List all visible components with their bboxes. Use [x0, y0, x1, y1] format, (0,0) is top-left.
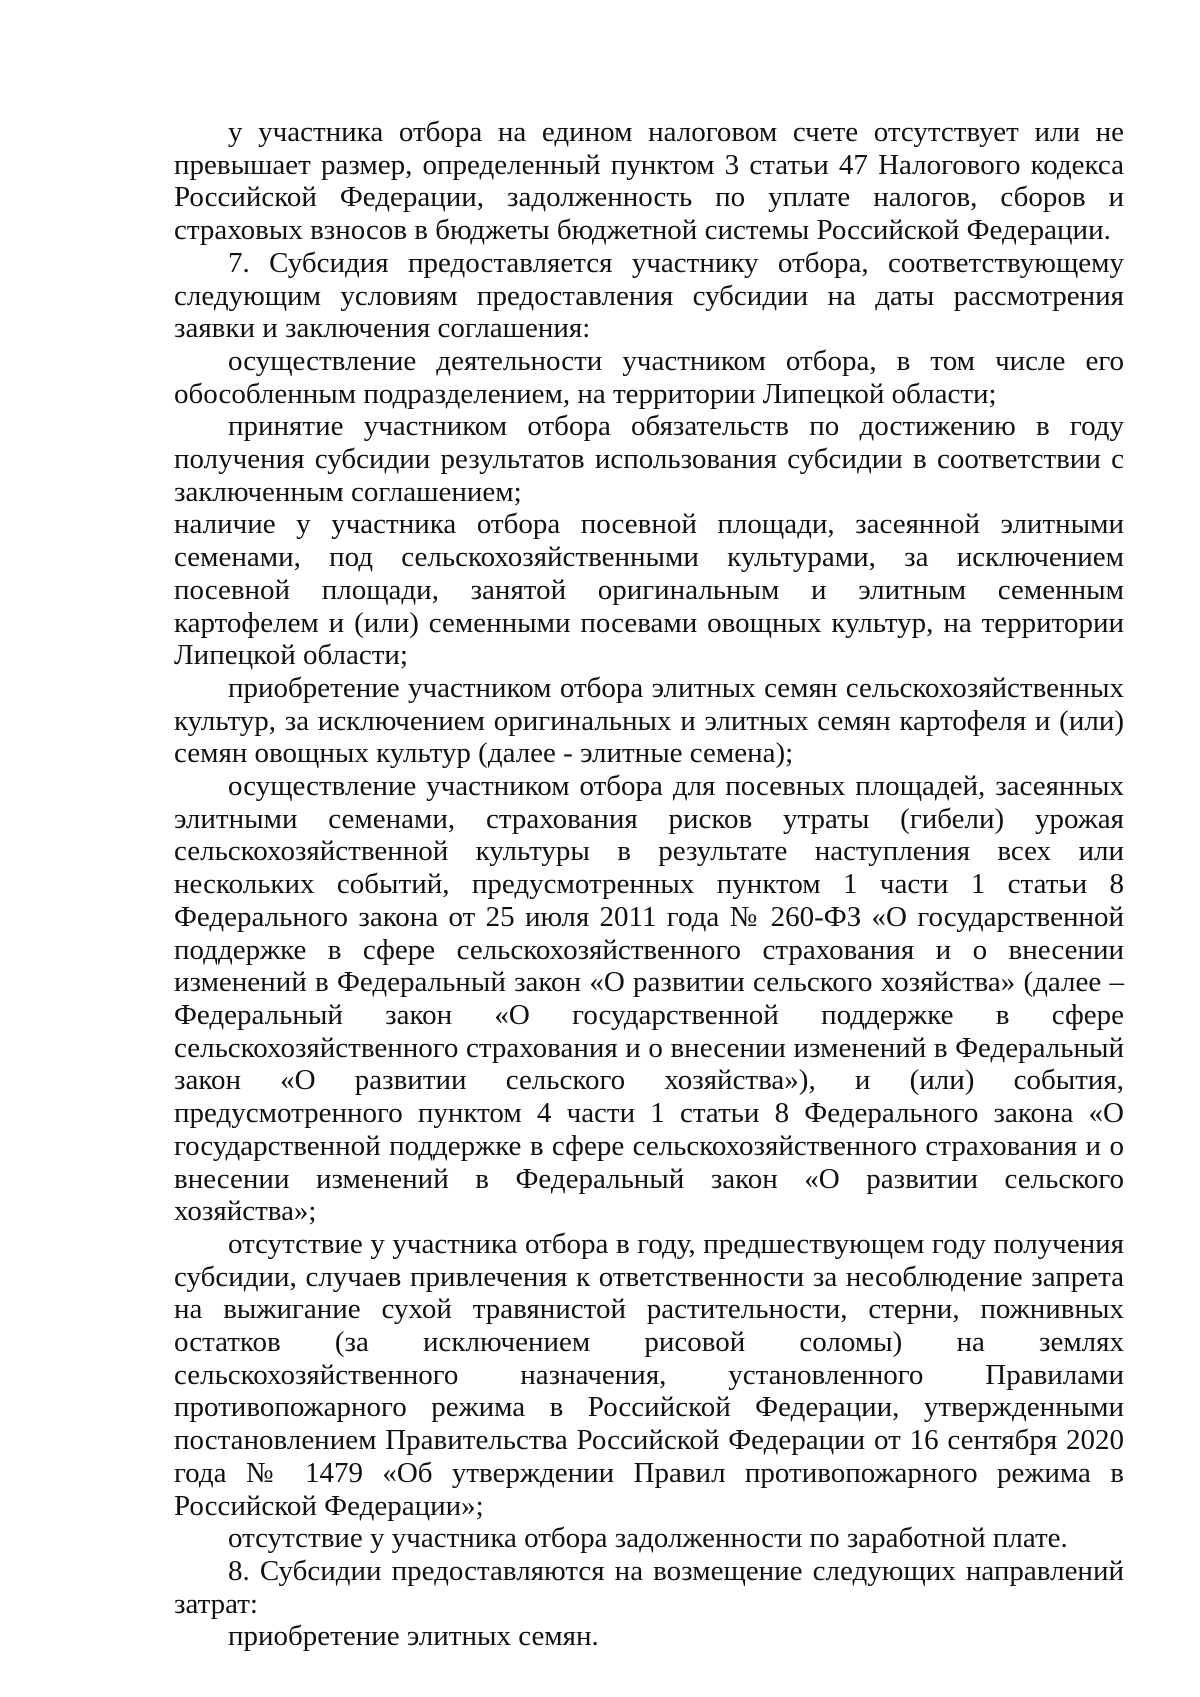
paragraph-tax-debt: у участника отбора на едином налоговом счете отсутствует или не превышает размер, определенный пунктом 3 статьи 47 Налогового кодекса Российской Федерации, задолженность по уплате налогов, сборов и страховых взносов в бюджеты бюджетной системы Российской Федерации. [174, 116, 1124, 247]
paragraph-clause-7: 7. Субсидия предоставляется участнику отбора, соответствующему следующим условиям предоставления субсидии на даты рассмотрения заявки и заключения соглашения: [174, 246, 1124, 345]
paragraph-activity-territory: осуществление деятельности участником отбора, в том числе его обособленным подразделением, на территории Липецкой области; [174, 344, 1124, 410]
paragraph-fire-regime: отсутствие у участника отбора в году, предшествующем году получения субсидии, случаев привлечения к ответственности за несоблюдение запрета на выжигание сухой травянистой растительности, стерни, пожнивных остатков (за исключением рисовой соломы) на землях сельскохозяйственного назначения, установленного Правилами противопожарного режима в Российской Федерации, утвержденными постановлением Правительства Российской Федерации от 16 сентября 2020 года № 1479 «Об утверждении Правил противопожарного режима в Российской Федерации»; [174, 1227, 1124, 1522]
paragraph-insurance: осуществление участником отбора для посевных площадей, засеянных элитными семенами, страхования рисков утраты (гибели) урожая сельскохозяйственной культуры в результате наступления всех или нескольких событий, предусмотренных пунктом 1 части 1 статьи 8 Федерального закона от 25 июля 2011 года № 260-ФЗ «О государственной поддержке в сфере сельскохозяйственного страхования и о внесении изменений в Федеральный закон «О развитии сельского хозяйства» (далее – Федеральный закон «О государственной поддержке в сфере сельскохозяйственного страхования и о внесении изменений в Федеральный закон «О развитии сельского хозяйства»), и (или) события, предусмотренного пунктом 4 части 1 статьи 8 Федерального закона «О государственной поддержке в сфере сельскохозяйственного страхования и о внесении изменений в Федеральный закон «О развитии сельского хозяйства»; [174, 770, 1124, 1228]
paragraph-wage-debt: отсутствие у участника отбора задолженности по заработной плате. [228, 1522, 1068, 1555]
paragraph-elite-seeds: приобретение элитных семян. [228, 1620, 599, 1653]
paragraph-obligations: принятие участником отбора обязательств по достижению в году получения субсидии результатов использования субсидии в соответствии с заключенным соглашением; [174, 410, 1124, 508]
document-body [174, 116, 1124, 1653]
paragraph-sowing-area: наличие у участника отбора посевной площади, засеянной элитными семенами, под сельскохозяйственными культурами, за исключением посевной площади, занятой оригинальным и элитным семенным картофелем и (или) семенными посевами овощных культур, на территории Липецкой области; [174, 508, 1124, 672]
paragraph-seed-purchase: приобретение участником отбора элитных семян сельскохозяйственных культур, за исключением оригинальных и элитных семян картофеля и (или) семян овощных культур (далее - элитные семена); [174, 671, 1124, 770]
paragraph-clause-8: 8. Субсидии предоставляются на возмещение следующих направлений затрат: [174, 1554, 1124, 1620]
